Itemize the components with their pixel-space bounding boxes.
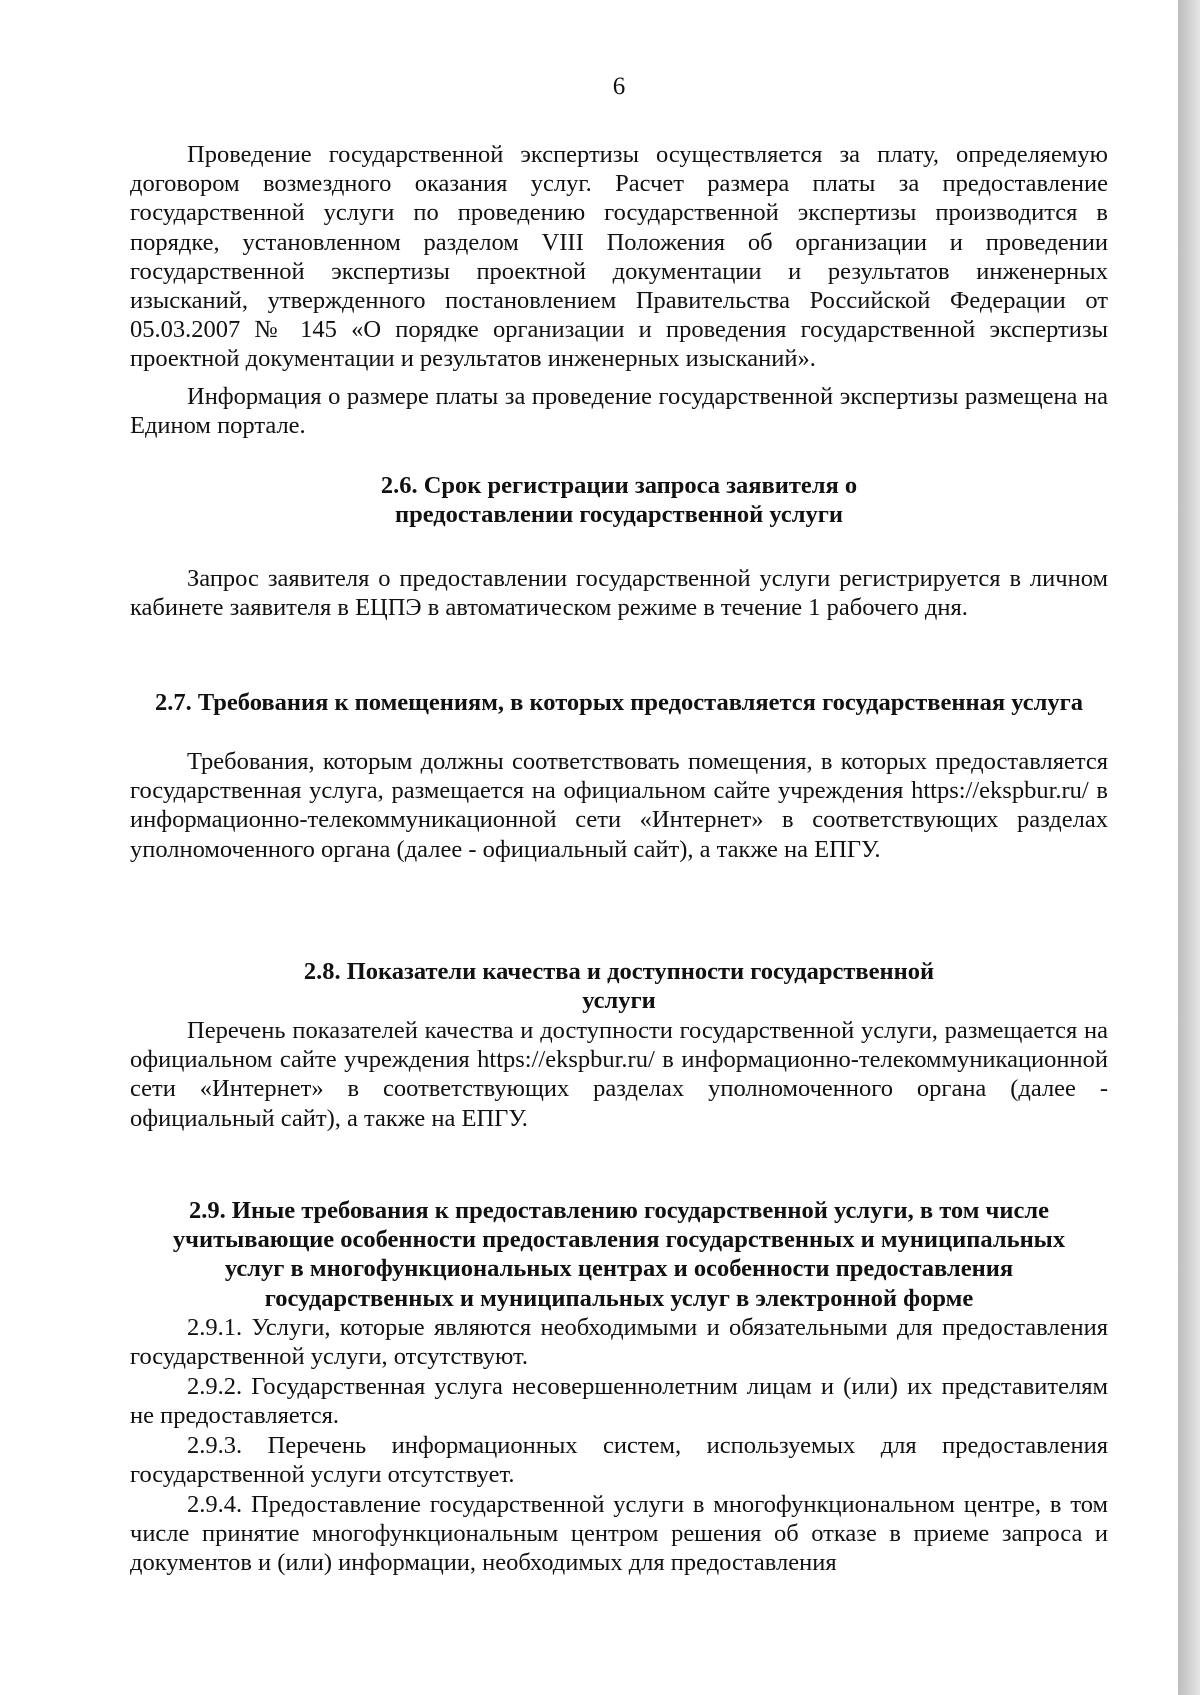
paragraph-premises: Требования, которым должны соответствовать помещения, в которых предоставляется государственная услуга, размещается на официальном сайте учреждения https://ekspbur.ru/ в информационно-телекоммуникационной сети «Интернет» в соответствующих разделах уполномоченного органа (далее - официальный сайт), а также на ЕПГУ. (130, 748, 1108, 863)
paragraph-registration: Запрос заявителя о предоставлении государственной услуги регистрируется в личном кабинете заявителя в ЕЦПЭ в автоматическом режиме в течение 1 рабочего дня. (130, 565, 1108, 622)
paragraph-fee-info: Информация о размере платы за проведение государственной экспертизы размещена на Едином портале. (130, 383, 1108, 440)
paragraph-fee: Проведение государственной экспертизы осуществляется за плату, определяемую договором возмездного оказания услуг. Расчет размера платы за предоставление государственной услуги по проведению государственной экспертизы производится в порядке, установленном разделом VIII Положения об организации и проведении государственной экспертизы проектной документации и результатов инженерных изысканий, утвержденного постановлением Правительства Российской Федерации от 05.03.2007 № 145 «О порядке организации и проведения государственной экспертизы проектной документации и результатов инженерных изысканий». (130, 141, 1108, 373)
heading-2-8-line2: услуги (582, 987, 656, 1014)
page-edge-shadow (1178, 0, 1200, 1695)
heading-2-6: 2.6. Срок регистрации запроса заявителя о предоставлении государственной услуги (380, 472, 858, 529)
paragraph-2-9-1: 2.9.1. Услуги, которые являются необходимыми и обязательными для предоставления государственной услуги, отсутствуют. (130, 1314, 1108, 1371)
heading-2-9: 2.9. Иные требования к предоставлению государственной услуги, в том числе учитывающие особенности предоставления государственных и муниципальных услуг в многофункциональных центрах и особенности предоставления государственных и муниципальных услуг в электронной форме (172, 1197, 1066, 1312)
paragraph-2-9-4: 2.9.4. Предоставление государственной услуги в многофункциональном центре, в том числе принятие многофункциональным центром решения об отказе в приеме запроса и документов и (или) информации, необходимых для предоставления (130, 1491, 1108, 1577)
paragraph-2-9-2: 2.9.2. Государственная услуга несовершеннолетним лицам и (или) их представителям не предоставляется. (130, 1373, 1108, 1430)
paragraph-2-9-3: 2.9.3. Перечень информационных систем, используемых для предоставления государственной услуги отсутствует. (130, 1432, 1108, 1489)
heading-2-7: 2.7. Требования к помещениям, в которых предоставляется государственная услуга (155, 689, 1083, 716)
heading-2-8-line1: 2.8. Показатели качества и доступности государственной (303, 958, 935, 985)
page-number: 6 (612, 73, 626, 100)
paragraph-quality: Перечень показателей качества и доступности государственной услуги, размещается на официальном сайте учреждения https://ekspbur.ru/ в информационно-телекоммуникационной сети «Интернет» в соответствующих разделах уполномоченного органа (далее - официальный сайт), а также на ЕПГУ. (130, 1017, 1108, 1132)
